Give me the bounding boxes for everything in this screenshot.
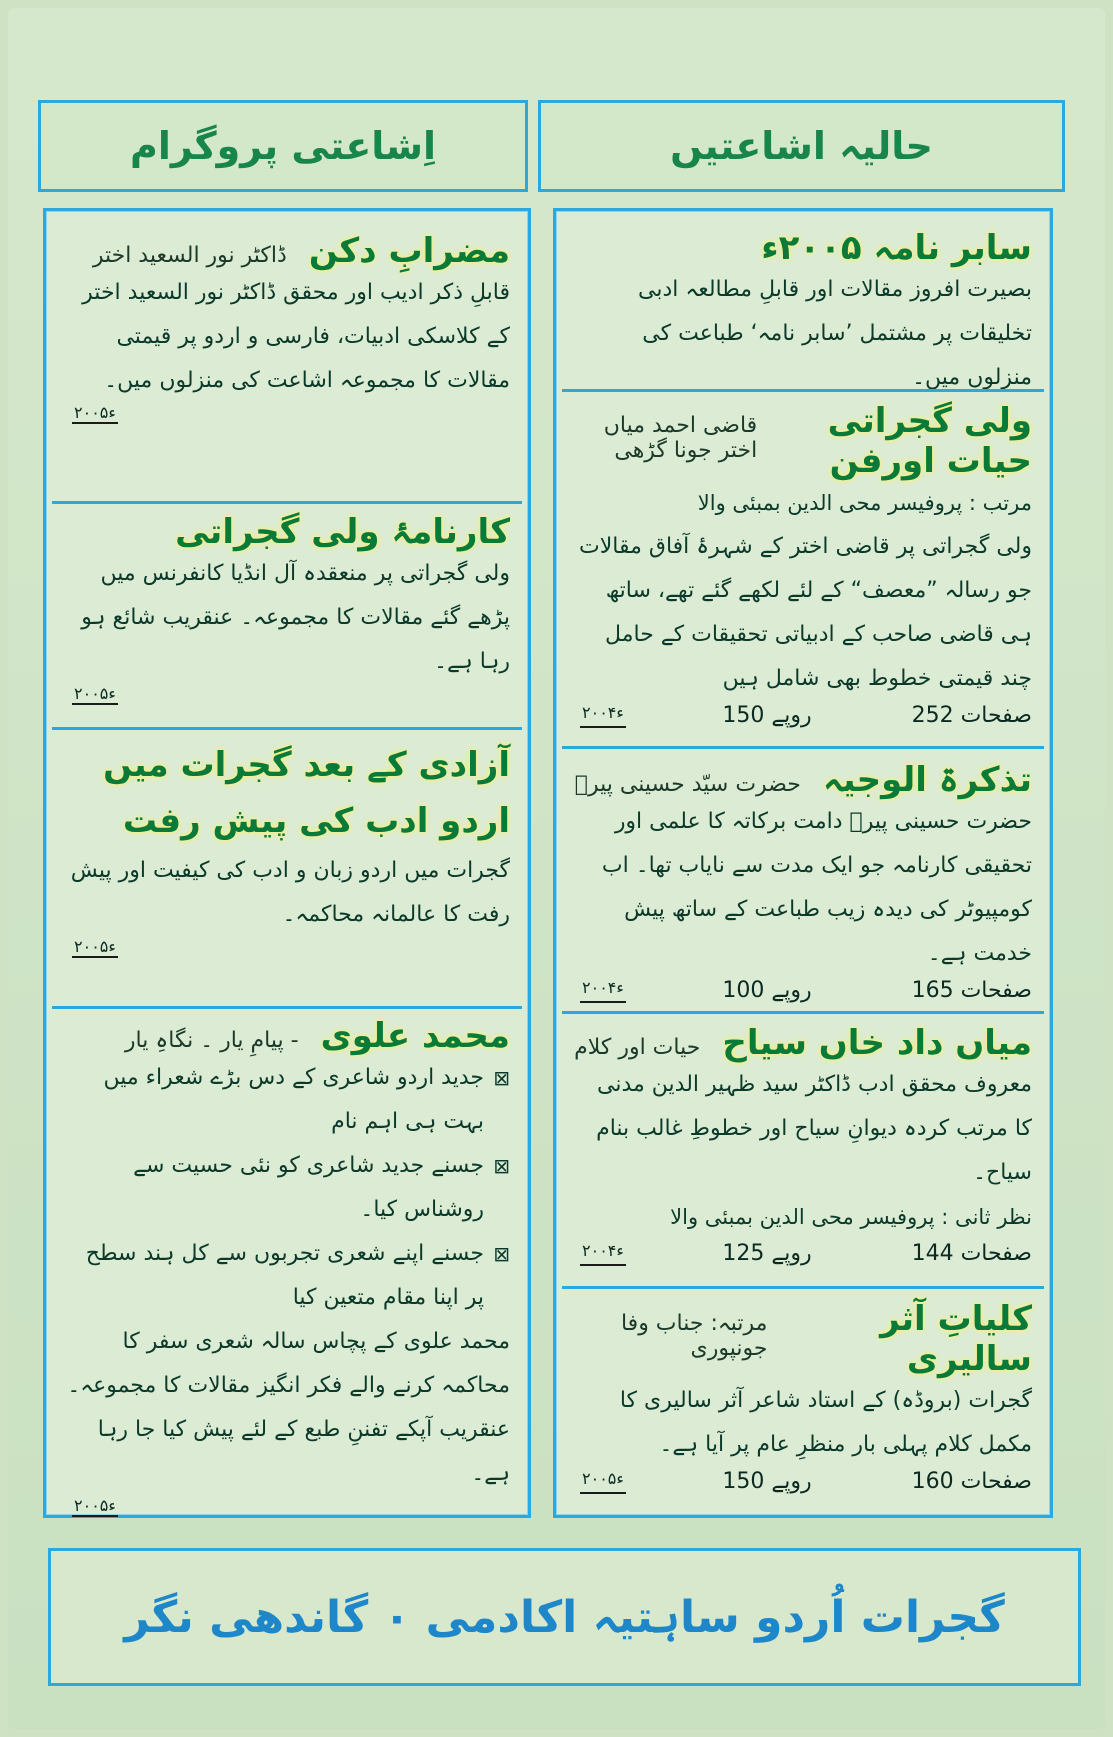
- divider: [52, 1006, 522, 1009]
- divider: [52, 727, 522, 730]
- divider: [562, 1011, 1044, 1014]
- section-body: ولی گجراتی پر منعقدہ آل انڈیا کانفرنس میں پڑھے گئے مقالات کا مجموعہ۔ عنقریب شائع ہو رہا ہے۔: [81, 561, 510, 674]
- section-title: کارنامۂ ولی گجراتی: [175, 512, 510, 552]
- section-subtitle: - پیامِ یار ۔ نگاہِ یار: [124, 1028, 299, 1053]
- publication-tazkira: [562, 759, 1044, 1003]
- publisher-footer: [48, 1548, 1081, 1686]
- section-body: قابلِ ذکر ادیب اور محقق ڈاکٹر نور السعید اختر کے کلاسکی ادبیات، فارسی و اردو پر قیمتی مقالات کا مجموعہ اشاعت کی منزلوں میں۔: [82, 280, 510, 393]
- section-body: حضرت حسینی پیرؒ دامت برکاتہ کا علمی اور تحقیقی کارنامہ جو ایک مدت سے نایاب تھا۔ اب کومپیوٹر کی دیدہ زیب طباعت کے ساتھ پیش خدمت ہے۔: [601, 809, 1032, 966]
- publication-meta: [574, 1241, 1032, 1266]
- year-stamp: ۲۰۰۵ء: [580, 1469, 626, 1494]
- page-count: 252 صفحات: [911, 703, 1032, 728]
- section-body: ولی گجراتی پر قاضی اختر کے شہرۂ آفاق مقالات جو رسالہ ”معصف“ کے لئے لکھے گئے تھے، ساتھ ہی قاضی صاحب کے ادبیاتی تحقیقات کے حامل چند قیمتی خطوط بھی شامل ہیں: [579, 534, 1032, 691]
- year-stamp: ۲۰۰۴ء: [580, 1241, 626, 1266]
- price: 125 روپے: [722, 1241, 812, 1266]
- price: 150 روپے: [722, 703, 812, 728]
- section-author: حضرت سیّد حسینی پیرؒ: [574, 772, 801, 797]
- divider: [562, 1286, 1044, 1289]
- recent-publications-panel: [553, 208, 1053, 1518]
- section-title: میاں داد خاں سیاح: [722, 1023, 1032, 1063]
- price: 100 روپے: [722, 978, 812, 1003]
- publication-program-panel: [43, 208, 531, 1518]
- year-stamp: ۲۰۰۵ء: [74, 403, 116, 422]
- page-count: 144 صفحات: [911, 1241, 1032, 1266]
- section-body: گجرات میں اردو زبان و ادب کی کیفیت اور پیش رفت کا عالمانہ محاکمہ۔: [70, 858, 510, 927]
- page-count: 160 صفحات: [911, 1469, 1032, 1494]
- publisher-name: گجرات اُردو ساہتیہ اکادمی ۰ گاندھی نگر: [124, 1591, 1005, 1643]
- section-body: بصیرت افروز مقالات اور قابلِ مطالعہ ادبی تخلیقات پر مشتمل ’سابر نامہ‘ طباعت کی منزلوں میں۔: [637, 277, 1032, 390]
- year-stamp: ۲۰۰۴ء: [580, 703, 626, 728]
- program-mizrab-e-deccan: [52, 231, 522, 424]
- publication-saber-nama: [562, 227, 1044, 400]
- header-title-left: اِشاعتی پروگرام: [130, 124, 436, 168]
- publication-mian-dad-khan: [562, 1023, 1044, 1266]
- checkbox-bullet-icon: ⊠: [493, 1154, 510, 1178]
- section-body: محمد علوی کے پچاس سالہ شعری سفر کا محاکمہ کرنے والے فکر انگیز مقالات کا مجموعہ۔ عنقریب آپکے تفننِ طبع کے لئے پیش کیا جا رہا ہے۔: [67, 1329, 510, 1486]
- section-body: گجرات (بروڈہ) کے استاد شاعر آثر سالیری کا مکمل کلام پہلی بار منظرِ عام پر آیا ہے۔: [619, 1388, 1032, 1457]
- price: 150 روپے: [722, 1469, 812, 1494]
- year-stamp: ۲۰۰۴ء: [580, 978, 626, 1003]
- publication-meta: [574, 703, 1032, 728]
- checkbox-bullet-icon: ⊠: [493, 1066, 510, 1090]
- list-item: ⊠ جدید اردو شاعری کے دس بڑے شعراء میں بہت ہی اہم نام: [64, 1056, 510, 1144]
- feature-list: [64, 1056, 510, 1320]
- year-stamp: ۲۰۰۵ء: [74, 1496, 116, 1515]
- section-title: محمد علوی: [320, 1016, 510, 1056]
- book-cover-page: [8, 8, 1105, 1729]
- section-title: آزادی کے بعد گجرات میں اردو ادب کی پیش رفت: [103, 745, 510, 841]
- section-editor: مرتبہ: جناب وفا جونپوری: [620, 1311, 768, 1361]
- publication-meta: [574, 978, 1032, 1003]
- list-item: ⊠ جسنے جدید شاعری کو نئی حسیت سے روشناس کیا۔: [64, 1144, 510, 1232]
- section-subtitle: حیات اور کلام: [574, 1035, 701, 1060]
- publication-meta: [574, 1469, 1032, 1494]
- program-muhammad-alvi: [52, 1016, 522, 1517]
- publication-kulliyat-asar: [562, 1299, 1044, 1494]
- section-title: تذکرۃ الوجیہ: [822, 760, 1032, 800]
- section-author: قاضی احمد میاں اختر جونا گڑھی: [603, 413, 758, 463]
- year-stamp: ۲۰۰۵ء: [74, 937, 116, 956]
- section-title: مضرابِ دکن: [308, 231, 510, 271]
- program-azadi-ke-baad: [52, 737, 522, 958]
- section-title: ولی گجراتی حیات اورفن: [827, 401, 1032, 481]
- header-publication-program: [38, 100, 528, 192]
- checkbox-bullet-icon: ⊠: [493, 1242, 510, 1266]
- section-reviser: نظر ثانی : پروفیسر محی الدین بمبئی والا: [670, 1205, 1032, 1229]
- divider: [562, 746, 1044, 749]
- header-title-right: حالیہ اشاعتیں: [670, 124, 933, 168]
- publication-wali-gujarati: [562, 401, 1044, 728]
- section-editor: مرتب : پروفیسر محی الدین بمبئی والا: [697, 491, 1032, 515]
- page-count: 165 صفحات: [911, 978, 1032, 1003]
- section-body: معروف محقق ادب ڈاکٹر سید ظہیر الدین مدنی کا مرتب کردہ دیوانِ سیاح اور خطوطِ غالب بنام سیاح۔: [596, 1072, 1032, 1185]
- list-item: ⊠ جسنے اپنے شعری تجربوں سے کل ہند سطح پر اپنا مقام متعین کیا: [64, 1232, 510, 1320]
- year-stamp: ۲۰۰۵ء: [74, 684, 116, 703]
- divider: [52, 501, 522, 504]
- header-recent-publications: [538, 100, 1065, 192]
- section-title: سابر نامہ ۲۰۰۵ء: [761, 228, 1032, 268]
- divider: [562, 389, 1044, 392]
- program-karnama-wali: [52, 511, 522, 705]
- section-title: کلیاتِ آثر سالیری: [880, 1299, 1032, 1379]
- section-author: ڈاکٹر نور السعید اختر: [92, 243, 287, 268]
